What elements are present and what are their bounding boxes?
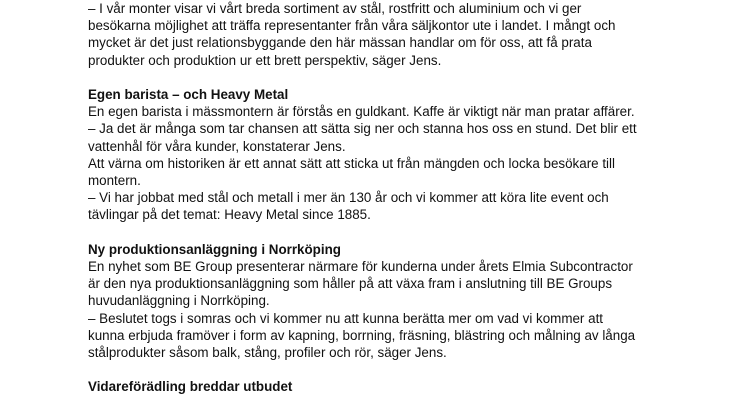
text-line: besökarna möjlighet att träffa representanter från våra säljkontor ute i landet. I mångt och bbox=[88, 18, 616, 34]
section-vidareforadling bbox=[88, 378, 728, 395]
text-line: En egen barista i mässmontern är förstås en guldkant. Kaffe är viktigt när man pratar affärer. bbox=[88, 104, 635, 120]
text-line: tävlingar på det temat: Heavy Metal since 1885. bbox=[88, 207, 371, 223]
paragraph-gap bbox=[88, 224, 728, 241]
text-line: – Vi har jobbat med stål och metall i mer än 130 år och vi kommer att köra lite event och bbox=[88, 190, 609, 206]
text-line: En nyhet som BE Group presenterar närmare för kunderna under årets Elmia Subcontractor bbox=[88, 259, 633, 275]
paragraph-gap bbox=[88, 69, 728, 86]
text-line: vattenhål för våra kunder, konstaterar Jens. bbox=[88, 138, 346, 154]
section-heading: Vidareförädling breddar utbudet bbox=[88, 379, 293, 395]
text-line: montern. bbox=[88, 173, 141, 189]
intro-paragraph bbox=[88, 0, 728, 69]
section-heading: Ny produktionsanläggning i Norrköping bbox=[88, 241, 341, 257]
section-norrkoping bbox=[88, 241, 728, 361]
text-line: stålprodukter såsom balk, stång, profiler och rör, säger Jens. bbox=[88, 345, 447, 361]
text-line: – Beslutet togs i somras och vi kommer nu att kunna berätta mer om vad vi kommer att bbox=[88, 310, 604, 326]
paragraph-gap bbox=[88, 361, 728, 378]
text-line: Att värna om historiken är ett annat sätt att sticka ut från mängden och locka besökare till bbox=[88, 155, 615, 171]
section-heading: Egen barista – och Heavy Metal bbox=[88, 87, 289, 102]
text-line: – Ja det är många som tar chansen att sätta sig ner och stanna hos oss en stund. Det blir ett bbox=[88, 121, 637, 137]
text-line: mycket är det just relationsbyggande den här mässan handlar om för oss, att få prata bbox=[88, 35, 592, 51]
section-barista bbox=[88, 86, 728, 224]
text-line: är den nya produktionsanläggning som håller på att växa fram i anslutning till BE Groups bbox=[88, 276, 613, 292]
text-line: – I vår monter visar vi vårt breda sortiment av stål, rostfritt och aluminium och vi ger bbox=[88, 1, 582, 16]
text-line: kunna erbjuda framöver i form av kapning, borrning, fräsning, blästring och målning av långa bbox=[88, 327, 636, 343]
document-page bbox=[88, 0, 728, 396]
text-line: huvudanläggning i Norrköping. bbox=[88, 293, 270, 309]
text-line: produkter och produktion ur ett brett perspektiv, säger Jens. bbox=[88, 52, 442, 68]
